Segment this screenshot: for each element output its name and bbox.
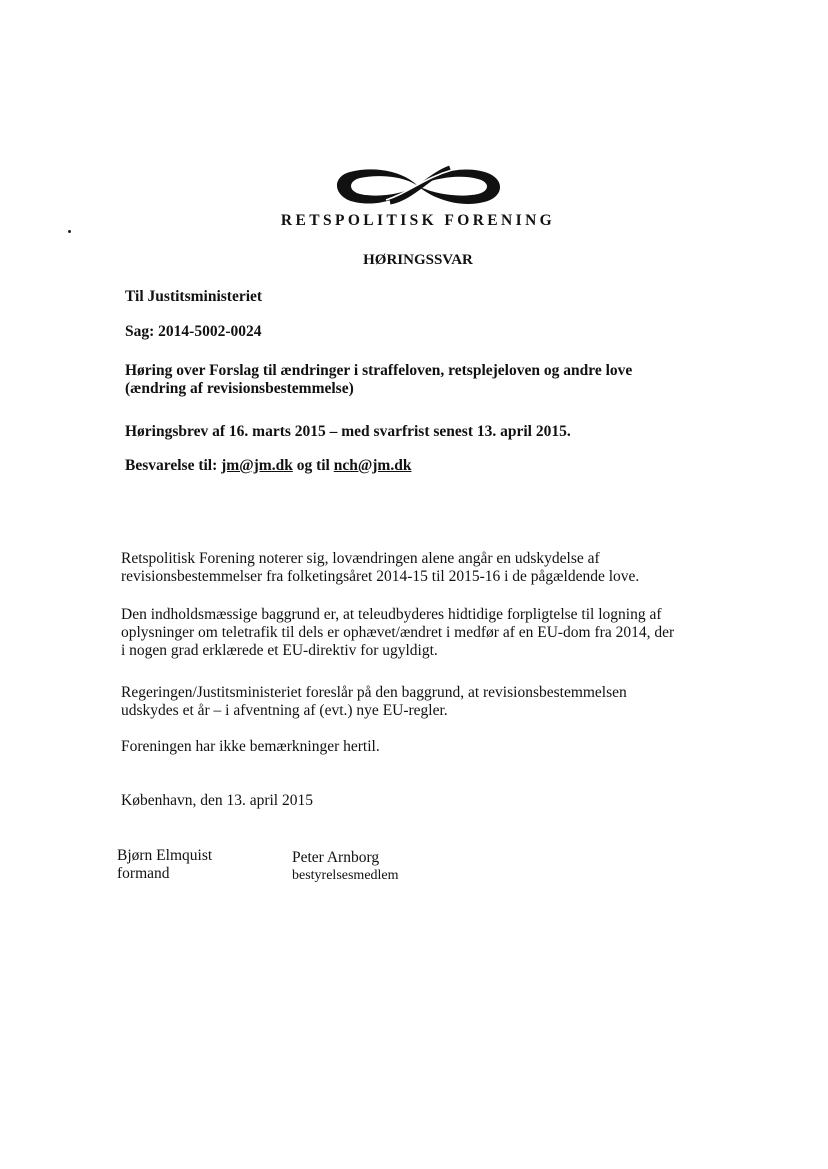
paragraph-line: Den indholdsmæssige baggrund er, at teleudbyderes hidtidige forpligtelse til logning af (121, 606, 662, 623)
subject-block (125, 362, 632, 398)
signatory-title: formand (117, 865, 170, 882)
place-and-date: København, den 13. april 2015 (121, 792, 313, 809)
case-reference: Sag: 2014-5002-0024 (125, 323, 262, 340)
paragraph-line: Retspolitisk Forening noterer sig, lovændringen alene angår en udskydelse af (121, 550, 600, 567)
paragraph-line: oplysninger om teletrafik til dels er ophævet/ændret i medfør af en EU-dom fra 2014, der (121, 624, 675, 641)
email-link-jm[interactable]: jm@jm.dk (221, 457, 293, 474)
reply-to-joiner: og til (296, 457, 330, 474)
subject-line: Høring over Forslag til ændringer i straffeloven, retsplejeloven og andre love (125, 362, 633, 379)
paragraph-2 (121, 606, 674, 660)
organization-logo (332, 162, 504, 210)
paragraph-line: revisionsbestemmelser fra folketingsåret 2014-15 til 2015-16 i de pågældende love. (121, 568, 640, 585)
paragraph-line: udskydes et år – i afventning af (evt.) nye EU-regler. (121, 702, 448, 719)
reply-to-label: Besvarelse til: (125, 457, 218, 474)
signatory-board-member (292, 849, 399, 885)
paragraph-line: i nogen grad erklærede et EU-direktiv for ugyldigt. (121, 642, 438, 659)
document-type-heading: HØRINGSSVAR (363, 252, 473, 268)
consultation-letter-line: Høringsbrev af 16. marts 2015 – med svarfrist senest 13. april 2015. (125, 423, 571, 440)
paragraph-line: Regeringen/Justitsministeriet foreslår på den baggrund, at revisionsbestemmelsen (121, 684, 627, 701)
subject-line: (ændring af revisionsbestemmelse) (125, 380, 354, 397)
signatory-name: Bjørn Elmquist (117, 847, 213, 864)
paragraph-4: Foreningen har ikke bemærkninger hertil. (121, 738, 380, 755)
scan-artifact-dot (68, 230, 71, 233)
paragraph-1 (121, 550, 639, 586)
paragraph-3 (121, 684, 627, 720)
addressee: Til Justitsministeriet (125, 288, 263, 305)
email-link-nch[interactable]: nch@jm.dk (333, 457, 412, 474)
organization-name: RETSPOLITISK FORENING (280, 212, 556, 229)
signatory-title: bestyrelsesmedlem (292, 868, 399, 883)
signatory-chair (117, 847, 212, 883)
signatory-name: Peter Arnborg (292, 849, 380, 866)
reply-to-line (125, 457, 411, 475)
